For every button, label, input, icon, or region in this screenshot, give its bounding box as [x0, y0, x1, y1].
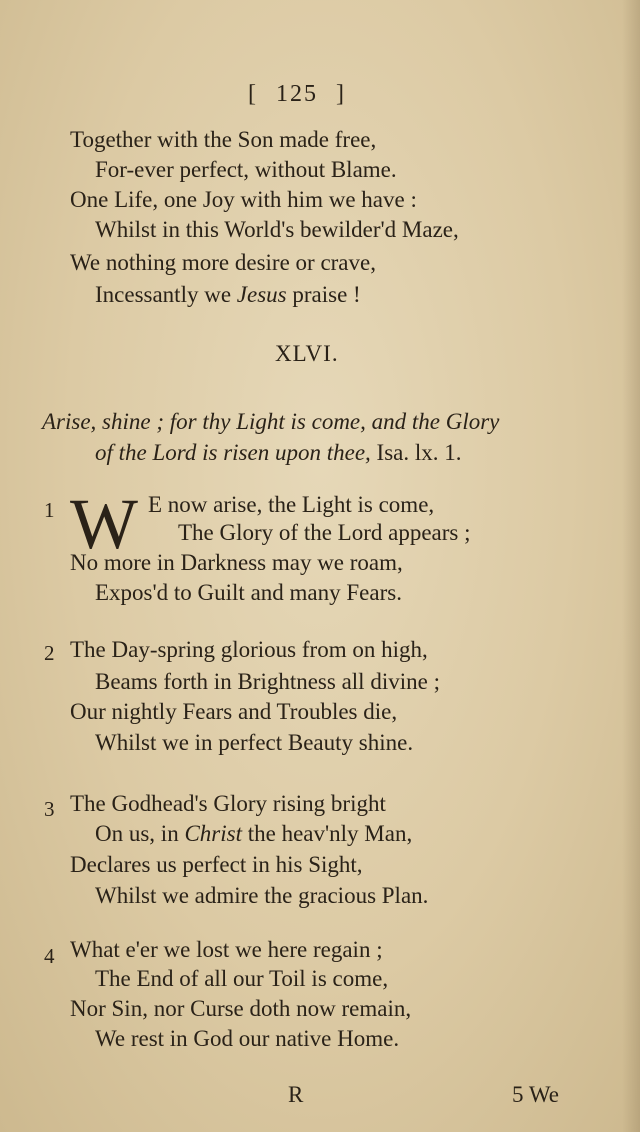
stanza-line: No more in Darkness may we roam, — [70, 550, 403, 575]
signature-mark: R — [288, 1082, 304, 1107]
page-gutter-shadow — [622, 0, 640, 1132]
stanza-line: The End of all our Toil is come, — [95, 966, 389, 991]
scripture-reference: Isa. lx. 1. — [370, 440, 462, 465]
text-run: On us, in — [95, 821, 185, 846]
drop-cap: W — [70, 484, 138, 564]
stanza-number: 2 — [44, 641, 55, 665]
stanza-line: What e'er we lost we here regain ; — [70, 937, 383, 962]
text-run: the heav'nly Man, — [241, 821, 413, 846]
carryover-line — [95, 283, 361, 306]
stanza-line: Expos'd to Guilt and many Fears. — [95, 580, 402, 605]
page-header — [248, 82, 346, 106]
stanza-line — [95, 822, 412, 845]
epigraph-text: of the Lord is risen upon thee, — [95, 440, 371, 465]
stanza-line: E now arise, the Light is come, — [148, 492, 435, 517]
catchword: 5 We — [512, 1082, 559, 1107]
bracket-left: [ — [248, 81, 258, 107]
text-run: praise ! — [286, 282, 361, 307]
epigraph-line — [95, 441, 462, 464]
bracket-right: ] — [336, 81, 346, 107]
text-run-italic: Christ — [184, 821, 242, 846]
stanza-line: The Day-spring glorious from on high, — [70, 637, 428, 662]
stanza-line: We rest in God our native Home. — [95, 1026, 400, 1051]
carryover-line: Together with the Son made free, — [70, 127, 377, 152]
stanza-line: Our nightly Fears and Troubles die, — [70, 699, 398, 724]
page-number: 125 — [276, 81, 318, 107]
stanza-number: 1 — [44, 498, 55, 522]
stanza-number: 4 — [44, 944, 55, 968]
carryover-line: Whilst in this World's bewilder'd Maze, — [95, 217, 459, 242]
stanza-line: Declares us perfect in his Sight, — [70, 852, 363, 877]
stanza-number: 3 — [44, 797, 55, 821]
text-run-italic: Jesus — [236, 282, 287, 307]
stanza-line: The Glory of the Lord appears ; — [178, 520, 471, 545]
carryover-line: One Life, one Joy with him we have : — [70, 187, 417, 212]
hymn-title: XLVI. — [275, 341, 339, 366]
stanza-line: Whilst we in perfect Beauty shine. — [95, 730, 414, 755]
carryover-line: For-ever perfect, without Blame. — [95, 157, 397, 182]
text-run: Incessantly we — [95, 282, 237, 307]
stanza-line: Whilst we admire the gracious Plan. — [95, 883, 429, 908]
stanza-line: Nor Sin, nor Curse doth now remain, — [70, 996, 412, 1021]
stanza-line: Beams forth in Brightness all divine ; — [95, 669, 440, 694]
stanza-line: The Godhead's Glory rising bright — [70, 791, 386, 816]
carryover-line: We nothing more desire or crave, — [70, 250, 376, 275]
epigraph-line: Arise, shine ; for thy Light is come, and the Glory — [42, 409, 500, 434]
